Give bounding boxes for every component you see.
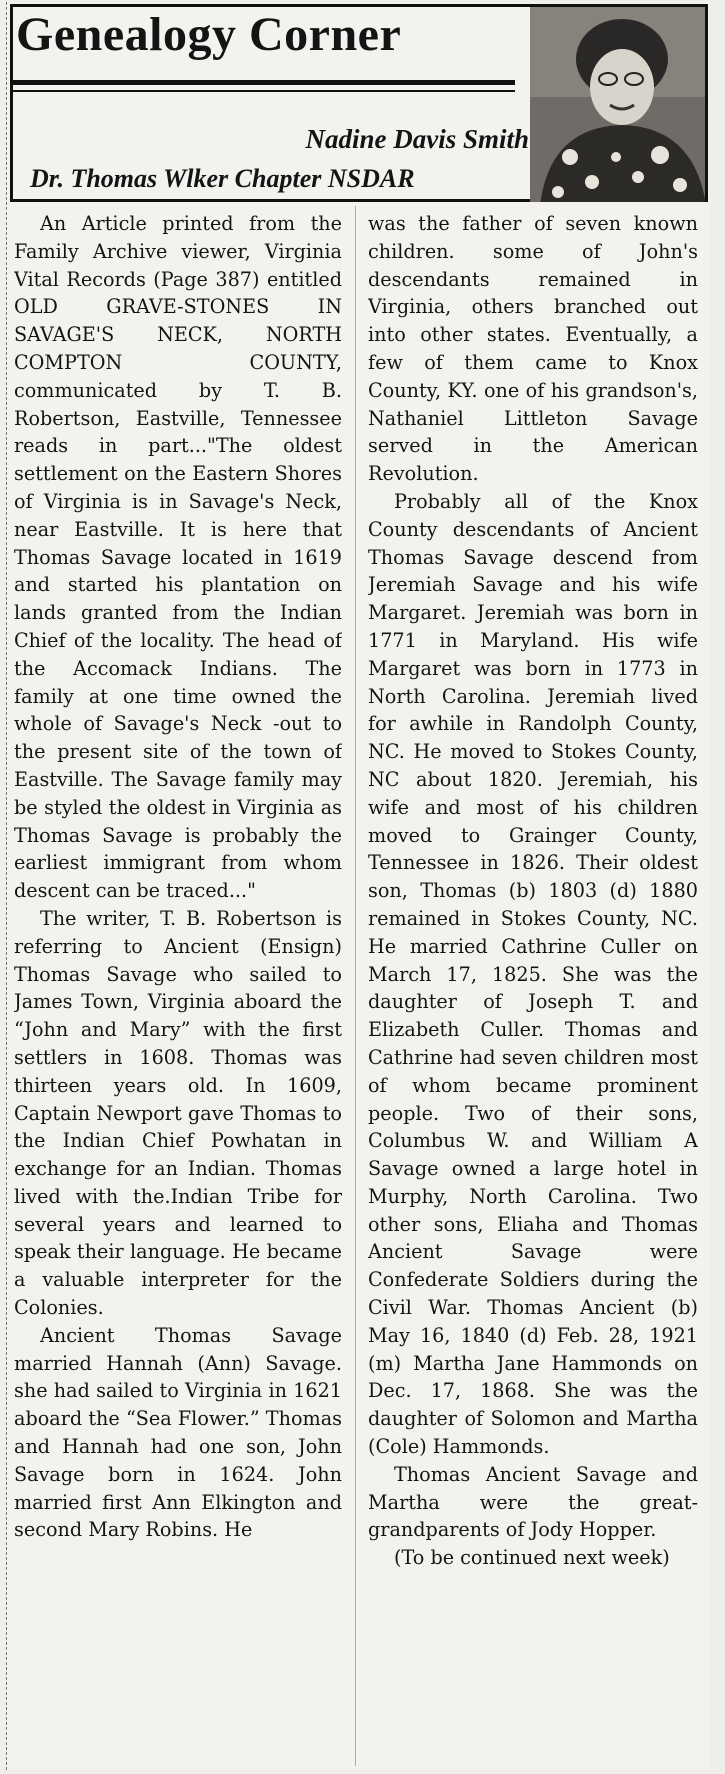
author-byline: Nadine Davis Smith: [305, 124, 529, 154]
author-photo: [530, 4, 708, 202]
column-divider: [355, 206, 356, 1766]
column-title: Genealogy Corner: [16, 8, 402, 61]
portrait-image: [530, 7, 708, 202]
article-paragraph: (To be continued next week): [394, 1546, 670, 1570]
article-paragraph: Ancient Thomas Savage married Hannah (Ann) Savage. she had sailed to Virginia in 1621 aboard the “Sea Flower.” Thomas and Hannah had one son, John Savage born in 1624. John married first Ann Elkington and second Mary Robins. He: [14, 1323, 342, 1542]
article-paragraph: was the father of seven known children. some of John's descendants remained in Virginia, others branched out into other states. Eventually, a few of them came to Knox County, KY. one of his grandson's, Nathaniel Littleton Savage served in the American Revolution.: [368, 212, 698, 486]
article-paragraph: Thomas Ancient Savage and Martha were the great-grandparents of Jody Hopper.: [368, 1462, 698, 1542]
article-paragraph: Probably all of the Knox County descendants of Ancient Thomas Savage descend from Jeremiah Savage and his wife Margaret. Jeremiah was born in 1771 in Maryland. His wife Margaret was born in 1773 in North Carolina. Jeremiah lived for awhile in Randolph County, NC. He moved to Stokes County, NC about 1820. Jeremiah, his wife and most of his children moved to Grainger County, Tennessee in 1826. Their oldest son, Thomas (b) 1803 (d) 1880 remained in Stokes County, NC. He married Cathrine Culler on March 17, 1825. She was the daughter of Joseph T. and Elizabeth Culler. Thomas and Cathrine had seven children most of whom became prominent people. Two of their sons, Columbus W. and William A Savage owned a large hotel in Murphy, North Carolina. Two other sons, Eliaha and Thomas Ancient Savage were Confederate Soldiers during the Civil War. Thomas Ancient (b) May 16, 1840 (d) Feb. 28, 1921 (m) Martha Jane Hammonds on Dec. 17, 1868. She was the daughter of Solomon and Martha (Cole) Hammonds.: [368, 489, 698, 1459]
article-paragraph: The writer, T. B. Robertson is referring to Ancient (Ensign) Thomas Savage who sailed to James Town, Virginia aboard the “John and Mary” with the first settlers in 1608. Thomas was thirteen years old. In 1609, Captain Newport gave Thomas to the Indian Chief Powhatan in exchange for an Indian. Thomas lived with the.Indian Tribe for several years and learned to speak their language. He became a valuable interpreter for the Colonies.: [14, 906, 342, 1320]
chapter-byline: Dr. Thomas Wlker Chapter NSDAR: [30, 164, 415, 193]
title-rule-thin: [12, 90, 515, 92]
article-column-2: [368, 210, 698, 1766]
title-rule: [12, 80, 515, 85]
article-paragraph: An Article printed from the Family Archive viewer, Virginia Vital Records (Page 387) entitled OLD GRAVE-STONES IN SAVAGE'S NECK, NORTH COMPTON COUNTY, communicated by T. B. Robertson, Eastville, Tennessee reads in part..."The oldest settlement on the Eastern Shores of Virginia is in Savage's Neck, near Eastville. It is here that Thomas Savage located in 1619 and started his plantation on lands granted from the Indian Chief of the locality. The head of the Accomack Indians. The family at one time owned the whole of Savage's Neck -out to the present site of the town of Eastville. The Savage family may be styled the oldest in Virginia as Thomas Savage is probably the earliest immigrant from whom descent can be traced...": [14, 212, 342, 903]
article-column-1: [14, 210, 342, 1766]
